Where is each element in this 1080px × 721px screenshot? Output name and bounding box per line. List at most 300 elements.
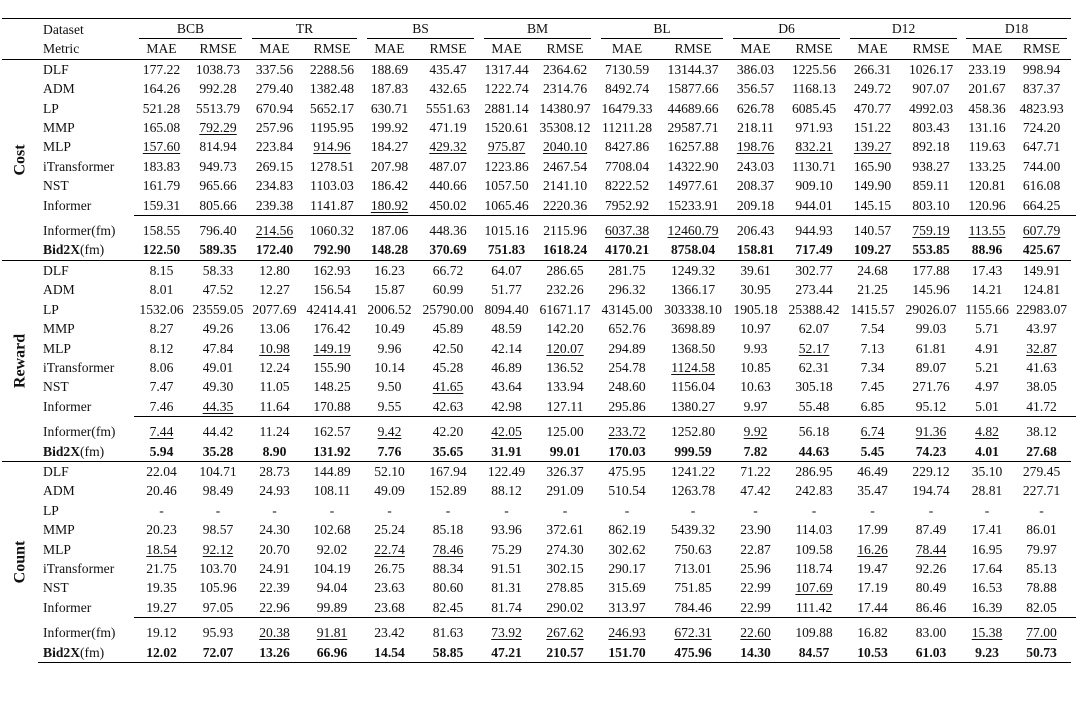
value-cell: 249.72 <box>853 81 892 97</box>
value-cell: 266.31 <box>845 59 900 79</box>
value-cell: 52.10 <box>362 461 417 481</box>
value-cell: 47.52 <box>202 282 234 298</box>
method-name <box>38 442 134 462</box>
value-cell: 1168.13 <box>792 81 836 97</box>
value-cell: 246.93 <box>608 625 646 641</box>
value-cell: 1065.46 <box>484 197 529 213</box>
value-cell: 274.30 <box>546 541 584 557</box>
value-cell: 92.02 <box>316 541 348 557</box>
value-cell: 1124.58 <box>671 359 715 375</box>
value-cell: 158.55 <box>142 223 181 239</box>
value-cell: 8.27 <box>149 321 174 337</box>
value-cell: 162.93 <box>302 260 362 280</box>
value-cell: 717.49 <box>795 242 833 258</box>
value-cell: 8.90 <box>262 443 287 459</box>
value-cell: 108.11 <box>313 483 351 499</box>
value-cell: 759.19 <box>912 223 950 239</box>
value-cell: 10.97 <box>740 321 771 337</box>
value-cell: 77.00 <box>1026 625 1057 641</box>
value-cell: 14977.61 <box>667 178 719 194</box>
table-row <box>2 481 1076 500</box>
value-cell: - <box>445 502 451 518</box>
value-cell: 20.46 <box>146 483 177 499</box>
value-cell: 14.30 <box>728 643 783 663</box>
value-cell: 17.41 <box>971 522 1003 538</box>
section-label: Cost <box>11 144 29 176</box>
value-cell: 13.06 <box>259 321 290 337</box>
value-cell: 19.27 <box>146 599 177 615</box>
value-cell: 2220.36 <box>542 197 588 213</box>
value-cell: 7.47 <box>149 379 174 395</box>
value-cell: 450.02 <box>429 197 467 213</box>
value-cell: 79.97 <box>1026 541 1057 557</box>
value-cell: 61671.17 <box>539 301 591 317</box>
value-cell: 145.15 <box>853 197 892 213</box>
value-cell: 136.52 <box>546 359 584 375</box>
value-cell: 7.44 <box>149 424 174 440</box>
value-cell: 22.04 <box>134 461 189 481</box>
metric-header: MAE <box>728 39 783 59</box>
value-cell: 223.84 <box>255 139 294 155</box>
metric-header: RMSE <box>1012 39 1071 59</box>
value-cell: 155.90 <box>313 359 351 375</box>
value-cell: 44.42 <box>202 424 234 440</box>
value-cell: 52.17 <box>798 340 830 356</box>
value-cell: 45.28 <box>432 359 464 375</box>
value-cell: 7.13 <box>860 340 885 356</box>
value-cell: 16.53 <box>971 580 1003 596</box>
value-cell: 6037.38 <box>604 223 650 239</box>
value-cell: 25388.42 <box>788 301 840 317</box>
value-cell: 22.60 <box>740 625 771 641</box>
method-name: iTransformer <box>43 560 115 576</box>
value-cell: 91.36 <box>915 424 947 440</box>
table-row <box>2 578 1076 597</box>
value-cell: 49.30 <box>202 379 234 395</box>
value-cell: 55.48 <box>798 398 830 414</box>
value-cell: 713.01 <box>674 560 712 576</box>
metric-header: RMSE <box>900 39 962 59</box>
value-cell: 24.91 <box>259 560 290 576</box>
value-cell: 12.80 <box>247 260 302 280</box>
table-row <box>2 319 1076 338</box>
value-cell: 24.93 <box>259 483 290 499</box>
value-cell: 1532.06 <box>139 301 184 317</box>
results-table <box>2 18 1076 663</box>
value-cell: 279.40 <box>255 81 294 97</box>
value-cell: 286.65 <box>534 260 596 280</box>
value-cell: 7.45 <box>860 379 885 395</box>
value-cell: 35.10 <box>962 461 1012 481</box>
value-cell: 142.20 <box>546 321 584 337</box>
value-cell: 7952.92 <box>604 197 650 213</box>
method-name: iTransformer <box>43 158 115 174</box>
value-cell: 432.65 <box>429 81 467 97</box>
method-name: DLF <box>38 59 134 79</box>
metric-header: MAE <box>362 39 417 59</box>
value-cell: 607.79 <box>1022 223 1061 239</box>
value-cell: 111.42 <box>795 599 833 615</box>
value-cell: 42.14 <box>491 340 522 356</box>
value-cell: 20.23 <box>146 522 177 538</box>
value-cell: 9.93 <box>743 340 768 356</box>
value-cell: 448.36 <box>429 223 467 239</box>
value-cell: 1380.27 <box>670 398 716 414</box>
value-cell: 1252.80 <box>670 424 716 440</box>
value-cell: 24.30 <box>259 522 290 538</box>
value-cell: 210.57 <box>534 643 596 663</box>
table-row <box>2 540 1076 559</box>
method-name-suffix: (fm) <box>80 443 105 459</box>
value-cell: 9.97 <box>743 398 768 414</box>
value-cell: 170.03 <box>608 443 646 459</box>
value-cell: 156.54 <box>313 282 351 298</box>
value-cell: 4.91 <box>975 340 999 356</box>
value-cell: 125.00 <box>546 424 584 440</box>
value-cell: 184.27 <box>370 139 409 155</box>
method-name: ADM <box>43 282 75 298</box>
value-cell: 11.05 <box>259 379 290 395</box>
value-cell: 521.28 <box>142 100 181 116</box>
value-cell: 159.31 <box>142 197 181 213</box>
value-cell: 12.27 <box>259 282 290 298</box>
value-cell: 42.98 <box>491 398 522 414</box>
section-label-cell <box>2 461 38 662</box>
value-cell: 17.44 <box>857 599 888 615</box>
value-cell: 992.28 <box>199 81 237 97</box>
value-cell: 102.68 <box>313 522 351 538</box>
dataset-name: D6 <box>733 19 841 39</box>
metric-header-row <box>2 39 1076 59</box>
method-name-suffix: (fm) <box>80 644 105 660</box>
value-cell: 1130.71 <box>792 158 836 174</box>
value-cell: 5.01 <box>975 398 999 414</box>
value-cell: 44.63 <box>798 443 830 459</box>
method-name: DLF <box>38 260 134 280</box>
value-cell: 630.71 <box>370 100 409 116</box>
value-cell: 16.23 <box>362 260 417 280</box>
value-cell: 23.90 <box>740 522 771 538</box>
value-cell: 107.69 <box>795 580 833 596</box>
value-cell: 1618.24 <box>542 242 588 258</box>
value-cell: 91.51 <box>491 560 522 576</box>
value-cell: - <box>984 502 990 518</box>
value-cell: 19.47 <box>857 560 888 576</box>
metric-header: MAE <box>479 39 534 59</box>
value-cell: 999.59 <box>674 443 712 459</box>
value-cell: 909.10 <box>795 178 833 194</box>
method-name: MMP <box>43 522 75 538</box>
value-cell: 139.27 <box>853 139 892 155</box>
table-row <box>2 240 1076 260</box>
value-cell: 22.96 <box>259 599 290 615</box>
value-cell: 17.64 <box>971 560 1003 576</box>
value-cell: 1249.32 <box>658 260 728 280</box>
value-cell: 9.92 <box>743 424 768 440</box>
value-cell: 98.49 <box>202 483 234 499</box>
value-cell: 17.19 <box>857 580 888 596</box>
value-cell: - <box>504 502 509 518</box>
method-name-bold: Bid2X <box>43 242 81 258</box>
section-label-cell <box>2 59 38 260</box>
value-cell: 7.46 <box>149 398 174 414</box>
value-cell: 8.12 <box>149 340 174 356</box>
value-cell: 2881.14 <box>484 100 529 116</box>
value-cell: 62.07 <box>798 321 830 337</box>
value-cell: 91.81 <box>316 625 348 641</box>
value-cell: 151.70 <box>596 643 658 663</box>
method-name: MMP <box>43 120 75 136</box>
section-label: Reward <box>11 333 29 389</box>
value-cell: 97.05 <box>202 599 234 615</box>
value-cell: 14.54 <box>362 643 417 663</box>
value-cell: 41.63 <box>1026 359 1057 375</box>
value-cell: 35308.12 <box>539 120 591 136</box>
value-cell: 27.68 <box>1026 443 1057 459</box>
value-cell: 114.03 <box>795 522 833 538</box>
value-cell: 290.02 <box>546 599 584 615</box>
value-cell: 14380.97 <box>539 100 591 116</box>
value-cell: 16.95 <box>971 541 1003 557</box>
value-cell: 149.90 <box>853 178 892 194</box>
table-row <box>2 300 1076 319</box>
value-cell: 45.89 <box>432 321 464 337</box>
table-row <box>2 358 1076 377</box>
value-cell: - <box>928 502 934 518</box>
value-cell: 148.25 <box>313 379 351 395</box>
value-cell: - <box>329 502 335 518</box>
value-cell: 5439.32 <box>670 522 716 538</box>
value-cell: 267.62 <box>546 625 584 641</box>
value-cell: 25.24 <box>374 522 405 538</box>
value-cell: 370.69 <box>429 242 467 258</box>
value-cell: 66.72 <box>417 260 479 280</box>
value-cell: 8.15 <box>134 260 189 280</box>
value-cell: 647.71 <box>1022 139 1061 155</box>
value-cell: 907.07 <box>912 81 950 97</box>
value-cell: 859.11 <box>912 178 950 194</box>
value-cell: 15233.91 <box>667 197 719 213</box>
value-cell: 28.73 <box>247 461 302 481</box>
value-cell: 5551.63 <box>425 100 471 116</box>
value-cell: 119.63 <box>968 139 1006 155</box>
value-cell: 29026.07 <box>905 301 957 317</box>
value-cell: 50.73 <box>1012 643 1071 663</box>
value-cell: 83.00 <box>915 625 947 641</box>
metric-header: RMSE <box>534 39 596 59</box>
value-cell: 35.28 <box>202 443 234 459</box>
value-cell: 7.54 <box>860 321 885 337</box>
value-cell: 88.34 <box>432 560 464 576</box>
value-cell: 44689.66 <box>667 100 719 116</box>
value-cell: - <box>215 502 221 518</box>
value-cell: 172.40 <box>255 242 294 258</box>
value-cell: 103.70 <box>199 560 237 576</box>
value-cell: 1278.51 <box>309 158 355 174</box>
value-cell: 133.25 <box>968 158 1006 174</box>
value-cell: 5.94 <box>149 443 174 459</box>
metric-header: MAE <box>247 39 302 59</box>
value-cell: 104.71 <box>189 461 247 481</box>
dataset-name: TR <box>252 19 358 39</box>
method-name: ADM <box>43 483 75 499</box>
value-cell: 6.85 <box>860 398 885 414</box>
value-cell: 80.49 <box>915 580 947 596</box>
value-cell: 10.53 <box>845 643 900 663</box>
value-cell: 837.37 <box>1022 81 1061 97</box>
value-cell: 805.66 <box>199 197 237 213</box>
value-cell: - <box>624 502 630 518</box>
value-cell: 1103.03 <box>310 178 354 194</box>
value-cell: 291.09 <box>546 483 584 499</box>
value-cell: 41.72 <box>1026 398 1057 414</box>
table-row <box>2 520 1076 539</box>
value-cell: 10.63 <box>740 379 771 395</box>
value-cell: 82.45 <box>432 599 464 615</box>
method-name: MLP <box>43 139 71 155</box>
dataset-name: BM <box>484 19 592 39</box>
value-cell: 99.01 <box>549 443 581 459</box>
value-cell: 892.18 <box>912 139 950 155</box>
value-cell: 206.43 <box>736 223 775 239</box>
value-cell: 188.69 <box>362 59 417 79</box>
value-cell: - <box>1039 502 1044 518</box>
value-cell: 198.76 <box>736 139 775 155</box>
value-cell: 1317.44 <box>479 59 534 79</box>
value-cell: 133.94 <box>546 379 584 395</box>
value-cell: 165.08 <box>142 120 181 136</box>
table-row <box>2 280 1076 299</box>
table-row <box>2 99 1076 118</box>
value-cell: 144.89 <box>302 461 362 481</box>
value-cell: 8.01 <box>149 282 174 298</box>
value-cell: 1141.87 <box>310 197 354 213</box>
value-cell: 9.23 <box>962 643 1012 663</box>
dataset-header <box>596 19 728 40</box>
value-cell: - <box>159 502 164 518</box>
metric-header: MAE <box>845 39 900 59</box>
value-cell: 158.81 <box>736 242 775 258</box>
method-name: ADM <box>43 81 75 97</box>
value-cell: 162.57 <box>313 424 351 440</box>
value-cell: 38.12 <box>1026 424 1057 440</box>
corner-cell <box>2 39 38 59</box>
value-cell: 1026.17 <box>900 59 962 79</box>
value-cell: 64.07 <box>479 260 534 280</box>
table-row <box>2 397 1076 417</box>
value-cell: 19.12 <box>146 625 177 641</box>
value-cell: 42.05 <box>491 424 522 440</box>
value-cell: 8427.86 <box>604 139 650 155</box>
value-cell: 180.92 <box>370 197 409 213</box>
value-cell: 944.93 <box>795 223 833 239</box>
value-cell: 803.10 <box>912 197 950 213</box>
value-cell: 10.49 <box>374 321 405 337</box>
value-cell: 7130.59 <box>596 59 658 79</box>
method-name: Informer(fm) <box>43 424 116 440</box>
value-cell: - <box>690 502 696 518</box>
value-cell: 84.57 <box>783 643 845 663</box>
value-cell: 751.83 <box>487 242 526 258</box>
value-cell: 254.78 <box>608 359 646 375</box>
value-cell: 131.92 <box>313 443 351 459</box>
value-cell: 187.83 <box>370 81 409 97</box>
value-cell: 5.21 <box>975 359 999 375</box>
section-label: Count <box>11 540 29 584</box>
value-cell: 8758.04 <box>670 242 716 258</box>
value-cell: 279.45 <box>1012 461 1071 481</box>
value-cell: 214.56 <box>255 223 294 239</box>
results-table-container <box>0 18 1080 663</box>
value-cell: 60.99 <box>432 282 464 298</box>
value-cell: 11211.28 <box>602 120 653 136</box>
value-cell: 149.19 <box>313 340 351 356</box>
value-cell: 971.93 <box>795 120 833 136</box>
value-cell: 22.87 <box>740 541 771 557</box>
value-cell: 120.96 <box>968 197 1006 213</box>
value-cell: 74.23 <box>915 443 947 459</box>
value-cell: 26.75 <box>374 560 405 576</box>
value-cell: 22.99 <box>740 599 771 615</box>
value-cell: 2467.54 <box>542 158 588 174</box>
value-cell: 42414.41 <box>306 301 358 317</box>
value-cell: 72.07 <box>189 643 247 663</box>
value-cell: 88.12 <box>491 483 522 499</box>
table-row <box>2 59 1076 79</box>
method-name: MLP <box>43 340 71 356</box>
value-cell: 47.84 <box>202 340 234 356</box>
value-cell: 814.94 <box>199 139 237 155</box>
value-cell: 177.88 <box>900 260 962 280</box>
value-cell: 92.26 <box>915 560 947 576</box>
value-cell: 42.50 <box>432 340 464 356</box>
value-cell: 2288.56 <box>302 59 362 79</box>
value-cell: 87.49 <box>915 522 947 538</box>
metric-header: RMSE <box>658 39 728 59</box>
value-cell: 19.35 <box>146 580 177 596</box>
method-name: LP <box>43 301 59 317</box>
metric-header: RMSE <box>189 39 247 59</box>
value-cell: 425.67 <box>1022 242 1061 258</box>
value-cell: 248.60 <box>608 379 646 395</box>
value-cell: 13144.37 <box>658 59 728 79</box>
value-cell: 58.85 <box>417 643 479 663</box>
value-cell: 149.91 <box>1012 260 1071 280</box>
value-cell: 16479.33 <box>601 100 653 116</box>
value-cell: 296.32 <box>608 282 646 298</box>
value-cell: 11.64 <box>259 398 290 414</box>
method-name: Informer <box>43 600 92 616</box>
value-cell: 7708.04 <box>604 158 650 174</box>
value-cell: 234.83 <box>255 178 294 194</box>
value-cell: 1382.48 <box>309 81 355 97</box>
value-cell: 17.43 <box>962 260 1012 280</box>
value-cell: 98.57 <box>202 522 234 538</box>
method-name: NST <box>43 178 69 194</box>
value-cell: 5513.79 <box>195 100 241 116</box>
value-cell: 1015.16 <box>484 223 529 239</box>
value-cell: 15877.66 <box>667 81 719 97</box>
value-cell: 4.97 <box>975 379 999 395</box>
value-cell: 218.11 <box>737 120 774 136</box>
value-cell: 122.49 <box>479 461 534 481</box>
value-cell: 29587.71 <box>667 120 719 136</box>
metric-header: MAE <box>962 39 1012 59</box>
method-name: MLP <box>43 541 71 557</box>
value-cell: 803.43 <box>912 120 950 136</box>
value-cell: 88.96 <box>971 242 1003 258</box>
value-cell: 105.96 <box>199 580 237 596</box>
